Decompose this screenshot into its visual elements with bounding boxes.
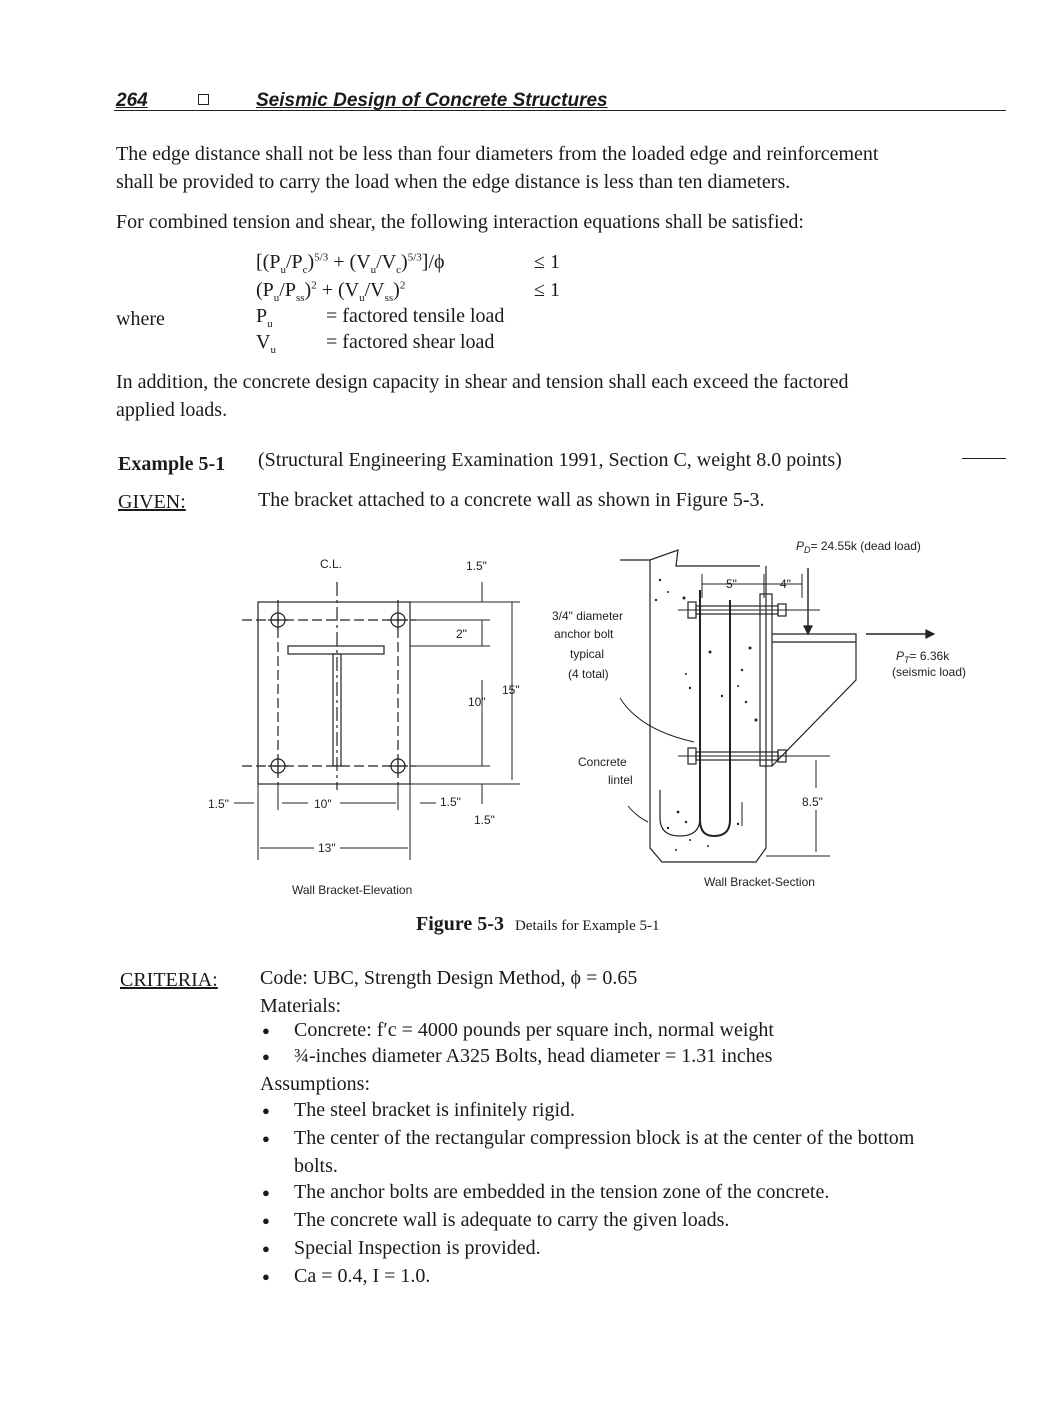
example-text: (Structural Engineering Examination 1991, Section C, weight 8.0 points) [258, 449, 842, 471]
page-number: 264 [116, 90, 148, 111]
equation-1: $[(P_u/P_c)^{5/3} + (V_u/V_c)^{5/3}]/\phi$ [256, 251, 445, 276]
bracket-arm [772, 634, 856, 766]
equation-2-limit: ≤ 1 [534, 279, 560, 301]
assumption-2-line2: bolts. [294, 1155, 338, 1177]
running-title: Seismic Design of Concrete Structures [256, 90, 608, 111]
def1-text: = factored tensile load [326, 305, 505, 327]
base-plate [258, 602, 410, 784]
pt-label: $P_T= 6.36k$ [896, 649, 950, 665]
dim-15-right: 1.5" [440, 795, 461, 809]
anchor-label-4: (4 total) [568, 667, 609, 681]
pd-label: $P_D= 24.55k$ (dead load) [796, 539, 921, 555]
criteria-assumptions: Assumptions: [260, 1073, 371, 1095]
dim-top: 1.5" [466, 559, 487, 573]
header-box-icon [198, 94, 209, 105]
lintel-label-1: Concrete [578, 755, 627, 769]
para1-line2: shall be provided to carry the load when the edge distance is less than ten diameters. [116, 171, 791, 193]
criteria-mat2: ● ¾-inches diameter A325 Bolts, head diameter = 1.31 inches [294, 1046, 772, 1066]
bolt-symbol-icon [268, 610, 408, 776]
dim-5: 5" [726, 577, 737, 591]
criteria-mat1: ● Concrete: f′c = 4000 pounds per square inch, normal weight [294, 1020, 774, 1040]
assumption-2-line1: ● The center of the rectangular compression block is at the center of the bottom [294, 1128, 914, 1148]
assumption-5: ● Special Inspection is provided. [294, 1238, 541, 1258]
assumption-1: ● The steel bracket is infinitely rigid. [294, 1100, 575, 1120]
criteria-label: CRITERIA: [120, 969, 218, 991]
assumption-3: ● The anchor bolts are embedded in the tension zone of the concrete. [294, 1182, 829, 1202]
def2-symbol: $V_u$ [256, 331, 276, 356]
equation-2: $(P_u/P_{ss})^2 + (V_u/V_{ss})^2$ [256, 279, 406, 304]
example-label: Example 5-1 [118, 453, 226, 475]
assumption-4: ● The concrete wall is adequate to carry the given loads. [294, 1210, 729, 1230]
figure-5-3 [190, 530, 1020, 910]
para3-line2: applied loads. [116, 399, 228, 421]
t-flange [288, 646, 384, 654]
para1-line1: The edge distance shall not be less than four diameters from the loaded edge and reinforcement [116, 143, 879, 165]
example-rule [962, 458, 1006, 459]
dim-15: 15" [502, 683, 520, 697]
equation-1-limit: ≤ 1 [534, 251, 560, 273]
anchor-label-3: typical [570, 647, 605, 661]
pt-note: (seismic load) [892, 665, 967, 679]
elevation-caption: Wall Bracket-Elevation [292, 883, 413, 897]
section-drawing [620, 550, 934, 862]
concrete-lintel [620, 550, 766, 862]
para3-line1: In addition, the concrete design capacity in shear and tension shall each exceed the factored [116, 371, 849, 393]
dim-2: 2" [456, 627, 467, 641]
anchor-label-2: anchor bolt [554, 627, 614, 641]
dim-4: 4" [780, 577, 791, 591]
where-label: where [116, 308, 165, 330]
para2: For combined tension and shear, the following interaction equations shall be satisfied: [116, 211, 804, 233]
figure-caption: Figure 5-3 Details for Example 5-1 [416, 913, 660, 935]
criteria-materials: Materials: [260, 995, 342, 1017]
running-header [114, 88, 1006, 111]
lintel-label-2: lintel [608, 773, 633, 787]
given-text: The bracket attached to a concrete wall as shown in Figure 5-3. [258, 489, 765, 511]
dim-10-vert: 10" [468, 695, 486, 709]
def2-text: = factored shear load [326, 331, 495, 353]
criteria-code: Code: UBC, Strength Design Method, ϕ = 0.65 [260, 967, 638, 989]
anchor-label-1: 3/4" diameter [552, 609, 623, 623]
cl-label: C.L. [320, 557, 343, 571]
def1-symbol: $P_u$ [256, 305, 273, 330]
given-label: GIVEN: [118, 491, 186, 513]
dim-15-left: 1.5" [208, 797, 229, 811]
dim-85: 8.5" [802, 795, 823, 809]
dim-10-horiz: 10" [314, 797, 332, 811]
dim-13: 13" [318, 841, 336, 855]
dim-15-bottom: 1.5" [474, 813, 495, 827]
assumption-6: ● Ca = 0.4, I = 1.0. [294, 1266, 430, 1286]
section-caption: Wall Bracket-Section [704, 875, 815, 889]
